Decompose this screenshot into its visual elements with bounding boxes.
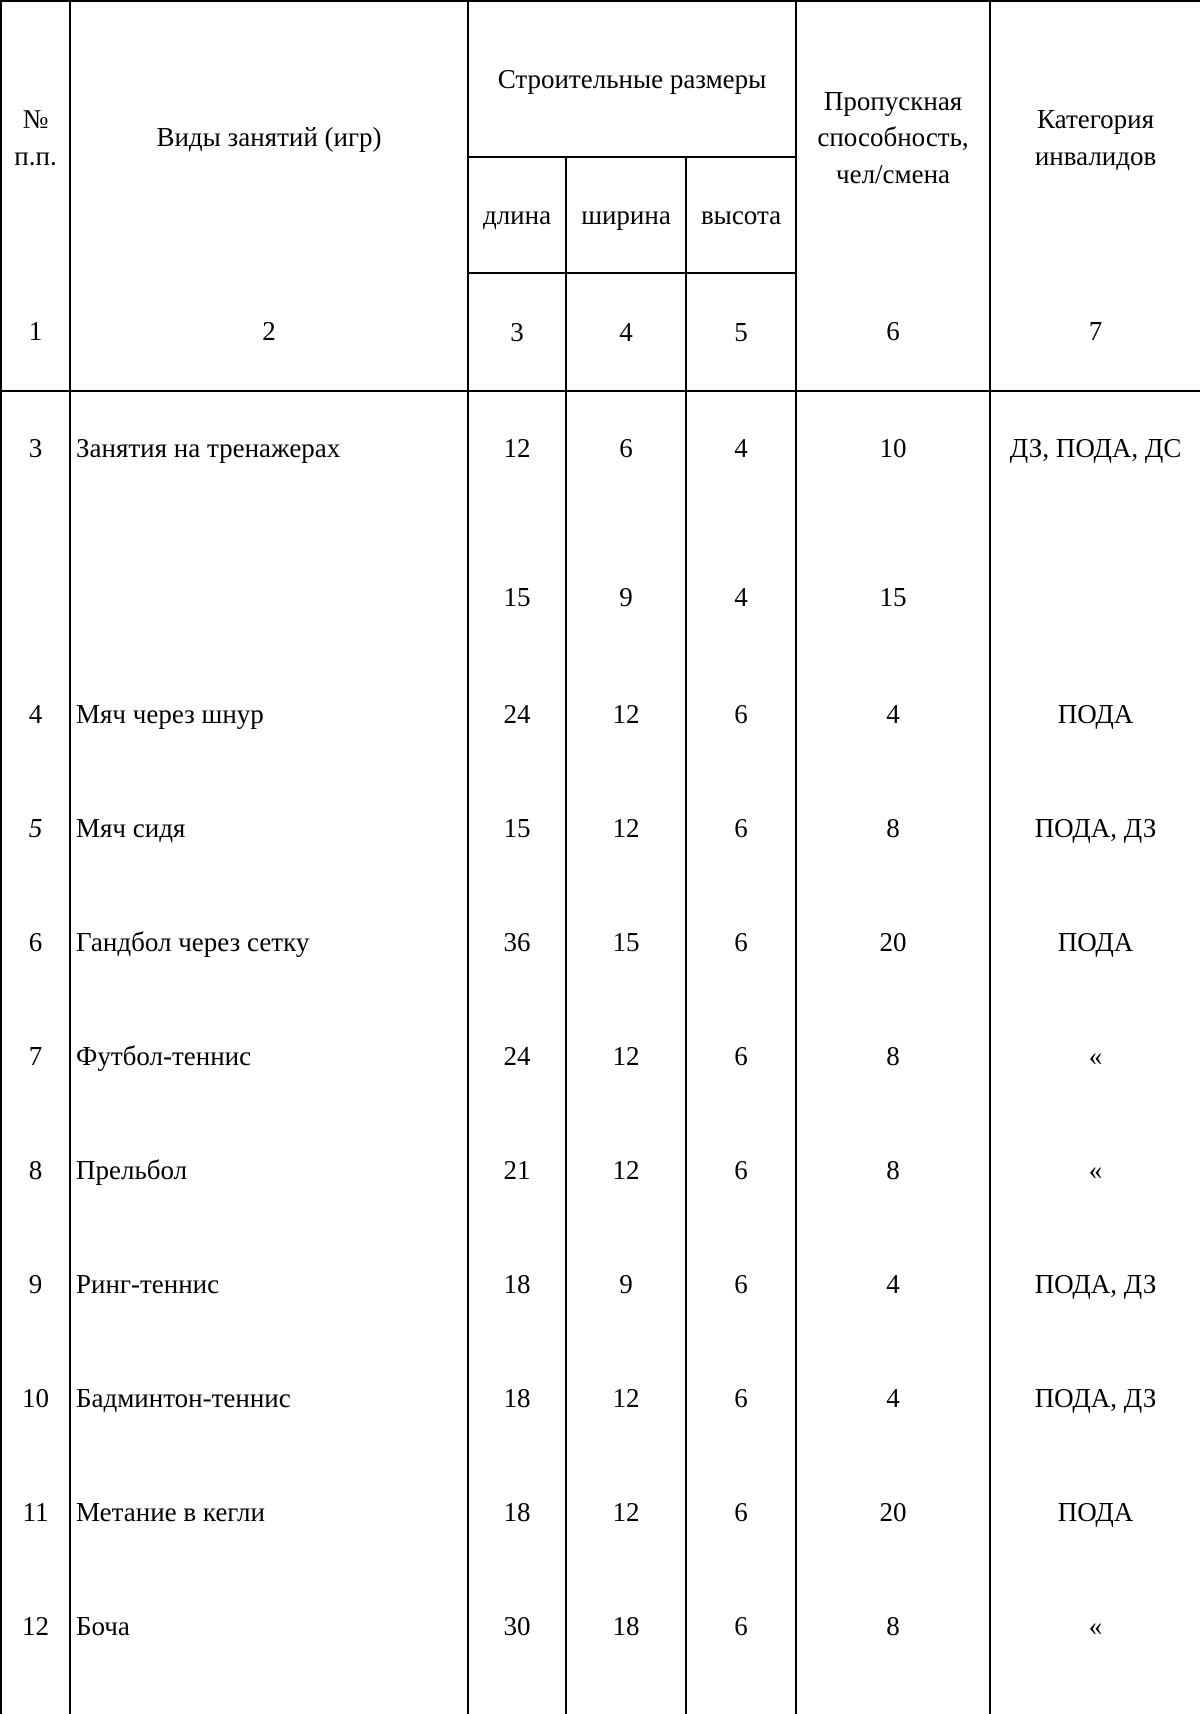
width-value: 12 xyxy=(566,1456,686,1570)
capacity-value: 20 xyxy=(796,1456,990,1570)
width-value: 12 xyxy=(566,1342,686,1456)
width-value: 12 xyxy=(566,1114,686,1228)
category-value: ПОДА, ДЗ xyxy=(990,1228,1200,1342)
width-value: 12 xyxy=(566,772,686,886)
category-value: ПОДА xyxy=(990,886,1200,1000)
activity-name: Метание в кегли xyxy=(70,1456,468,1570)
category-value: ДЗ, ПОДА, ДС xyxy=(990,391,1200,541)
table-row xyxy=(1,1342,1200,1456)
category-value: « xyxy=(990,1114,1200,1228)
column-number: 4 xyxy=(566,273,686,391)
activity-name: Мяч через шнур xyxy=(70,658,468,772)
activity-name: Мяч сидя xyxy=(70,772,468,886)
width-value: 6 xyxy=(566,391,686,541)
capacity-value: 8 xyxy=(796,1114,990,1228)
capacity-value: 4 xyxy=(796,1342,990,1456)
table-body xyxy=(1,391,1200,1714)
activity-name: Прельбол xyxy=(70,1114,468,1228)
column-number: 5 xyxy=(686,273,796,391)
category-value: ПОДА, ДЗ xyxy=(990,772,1200,886)
column-number: 2 xyxy=(70,273,468,391)
height-value: 6 xyxy=(686,772,796,886)
row-number: 5 xyxy=(1,772,70,886)
table-row xyxy=(1,1000,1200,1114)
activity-name: Бадминтон-теннис xyxy=(70,1342,468,1456)
width-value: 12 xyxy=(566,1000,686,1114)
category-value: « xyxy=(990,1570,1200,1714)
column-number: 6 xyxy=(796,273,990,391)
header-width: ширина xyxy=(566,157,686,273)
length-value: 30 xyxy=(468,1570,566,1714)
table-row xyxy=(1,886,1200,1000)
activity-name: Ринг-теннис xyxy=(70,1228,468,1342)
activity-name: Занятия на тренажерах xyxy=(70,391,468,541)
column-number: 1 xyxy=(1,273,70,391)
row-number xyxy=(1,541,70,658)
width-value: 9 xyxy=(566,1228,686,1342)
length-value: 24 xyxy=(468,658,566,772)
length-value: 21 xyxy=(468,1114,566,1228)
row-number: 10 xyxy=(1,1342,70,1456)
width-value: 9 xyxy=(566,541,686,658)
length-value: 18 xyxy=(468,1228,566,1342)
height-value: 6 xyxy=(686,1342,796,1456)
length-value: 36 xyxy=(468,886,566,1000)
header-row xyxy=(1,1,1200,157)
capacity-value: 8 xyxy=(796,1570,990,1714)
category-value: ПОДА, ДЗ xyxy=(990,1342,1200,1456)
height-value: 6 xyxy=(686,1570,796,1714)
row-number: 8 xyxy=(1,1114,70,1228)
capacity-value: 10 xyxy=(796,391,990,541)
capacity-value: 4 xyxy=(796,658,990,772)
width-value: 12 xyxy=(566,658,686,772)
row-number: 6 xyxy=(1,886,70,1000)
height-value: 6 xyxy=(686,1228,796,1342)
table-row xyxy=(1,1114,1200,1228)
height-value: 6 xyxy=(686,1000,796,1114)
row-number: 3 xyxy=(1,391,70,541)
column-number: 3 xyxy=(468,273,566,391)
capacity-value: 15 xyxy=(796,541,990,658)
length-value: 18 xyxy=(468,1456,566,1570)
header-category: Категория инвалидов xyxy=(990,1,1200,273)
activity-name: Футбол-теннис xyxy=(70,1000,468,1114)
activity-name xyxy=(70,541,468,658)
width-value: 15 xyxy=(566,886,686,1000)
height-value: 6 xyxy=(686,658,796,772)
capacity-value: 20 xyxy=(796,886,990,1000)
header-height: высота xyxy=(686,157,796,273)
row-number: 4 xyxy=(1,658,70,772)
row-number: 11 xyxy=(1,1456,70,1570)
column-numbers-row xyxy=(1,273,1200,391)
header-num: № п.п. xyxy=(1,1,70,273)
category-value: ПОДА xyxy=(990,658,1200,772)
table-row xyxy=(1,1570,1200,1714)
activity-name: Гандбол через сетку xyxy=(70,886,468,1000)
header-dims: Строительные размеры xyxy=(468,1,796,157)
length-value: 12 xyxy=(468,391,566,541)
capacity-value: 8 xyxy=(796,1000,990,1114)
table-row xyxy=(1,772,1200,886)
row-number: 12 xyxy=(1,1570,70,1714)
table-row xyxy=(1,541,1200,658)
activity-name: Боча xyxy=(70,1570,468,1714)
length-value: 15 xyxy=(468,541,566,658)
category-value: ПОДА xyxy=(990,1456,1200,1570)
height-value: 6 xyxy=(686,1114,796,1228)
length-value: 24 xyxy=(468,1000,566,1114)
header-activity: Виды занятий (игр) xyxy=(70,1,468,273)
row-number: 9 xyxy=(1,1228,70,1342)
height-value: 4 xyxy=(686,391,796,541)
header-length: длина xyxy=(468,157,566,273)
height-value: 4 xyxy=(686,541,796,658)
length-value: 15 xyxy=(468,772,566,886)
table-row xyxy=(1,391,1200,541)
height-value: 6 xyxy=(686,1456,796,1570)
width-value: 18 xyxy=(566,1570,686,1714)
category-value xyxy=(990,541,1200,658)
row-number: 7 xyxy=(1,1000,70,1114)
category-value: « xyxy=(990,1000,1200,1114)
table-row xyxy=(1,1456,1200,1570)
table-row xyxy=(1,658,1200,772)
capacity-value: 4 xyxy=(796,1228,990,1342)
height-value: 6 xyxy=(686,886,796,1000)
header-capacity: Пропускная способность, чел/смена xyxy=(796,1,990,273)
table-row xyxy=(1,1228,1200,1342)
length-value: 18 xyxy=(468,1342,566,1456)
capacity-value: 8 xyxy=(796,772,990,886)
column-number: 7 xyxy=(990,273,1200,391)
